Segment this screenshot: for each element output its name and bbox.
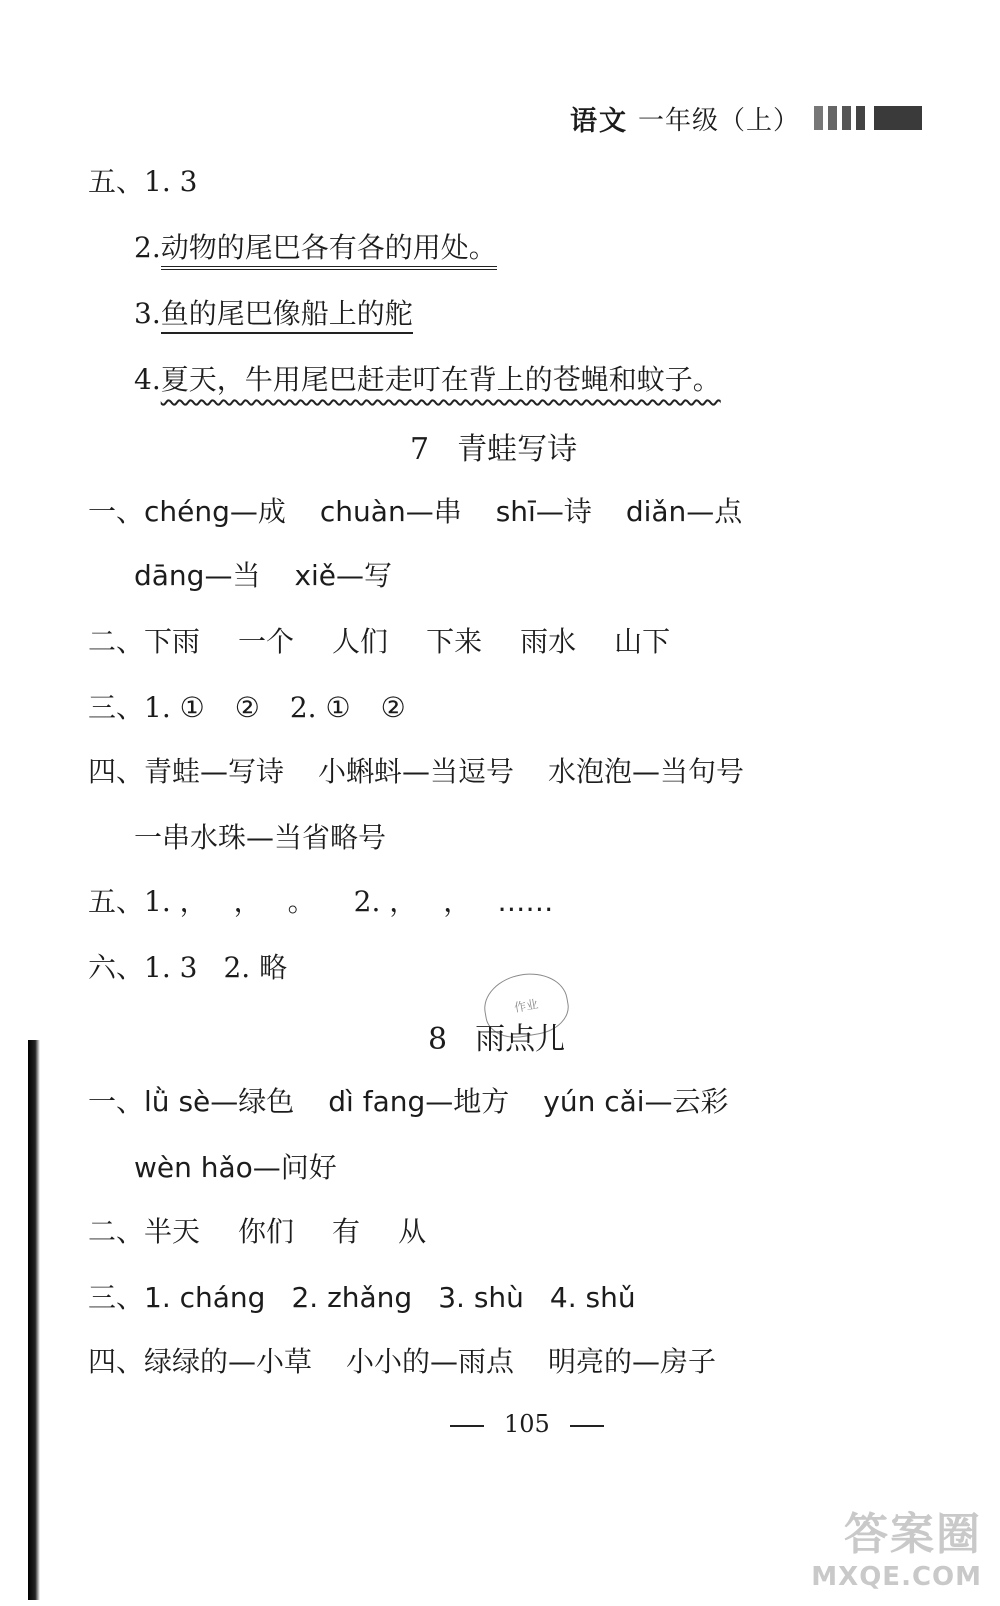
header-decoration <box>814 106 922 130</box>
lesson-name: 青蛙写诗 <box>457 432 578 467</box>
question-marker: 四、 <box>88 1345 145 1378</box>
answer-line <box>88 688 406 728</box>
question-marker: 五、 <box>88 165 145 198</box>
answer-item: 水泡泡—当句号 <box>548 755 745 788</box>
answer-item: 明亮的—房子 <box>548 1345 717 1378</box>
answer-line <box>88 622 670 662</box>
question-marker: 一、 <box>88 1085 145 1118</box>
page-left-edge <box>28 1040 40 1600</box>
question-marker: 三、 <box>88 1281 145 1314</box>
answer-line <box>88 1342 716 1382</box>
answer-item: xiě—写 <box>294 559 393 592</box>
answer-line <box>134 360 721 400</box>
answer-line <box>88 882 553 922</box>
answer-item: 半天 <box>144 1215 201 1248</box>
homework-stamp: 作业 <box>479 967 572 1043</box>
answer-item: chuàn—串 <box>319 495 462 528</box>
answer-item: ② <box>234 691 260 724</box>
answer-item: 2. ， <box>353 885 418 918</box>
answer-item: 人们 <box>332 625 389 658</box>
answer-line <box>88 1278 636 1318</box>
answer-text-underlined: 动物的尾巴各有各的用处。 <box>161 231 497 270</box>
lesson-number: 8 <box>428 1022 448 1057</box>
answer-line <box>134 556 392 596</box>
answer-item: yún cǎi—云彩 <box>543 1085 729 1118</box>
item-number: 3. <box>134 297 161 330</box>
answer-item: dāng—当 <box>134 559 261 592</box>
answer-item: 3. shù <box>438 1281 524 1314</box>
answer-item: 下来 <box>426 625 483 658</box>
answer-line <box>88 752 744 792</box>
answer-item: 从 <box>398 1215 427 1248</box>
answer-line <box>134 1148 337 1188</box>
item-number: 4. <box>134 363 161 396</box>
answer-item: 下雨 <box>144 625 201 658</box>
header-grade: 一年级（上） <box>638 105 801 136</box>
site-watermark <box>811 1498 982 1592</box>
lesson-number: 7 <box>410 432 430 467</box>
answer-item: diǎn—点 <box>625 495 743 528</box>
answer-item: wèn hǎo—问好 <box>134 1151 337 1184</box>
answer-line <box>134 294 413 334</box>
watermark-line2: MXQE.COM <box>811 1562 982 1592</box>
answer-text-underlined: 鱼的尾巴像船上的舵 <box>161 297 413 334</box>
answer-item: 1. 3 <box>144 165 198 198</box>
page-number: 105 <box>430 1410 624 1438</box>
answer-item: shī—诗 <box>495 495 592 528</box>
question-marker: 三、 <box>88 691 145 724</box>
answer-line <box>88 492 742 532</box>
lesson-title <box>428 1014 565 1058</box>
lesson-name: 雨点儿 <box>475 1022 566 1057</box>
answer-line <box>134 818 386 858</box>
question-marker: 二、 <box>88 625 145 658</box>
answer-item: 。 <box>287 885 316 918</box>
watermark-line1: 答案圈 <box>844 1509 982 1560</box>
question-marker: 二、 <box>88 1215 145 1248</box>
answer-item: ② <box>380 691 406 724</box>
answer-item: 4. shǔ <box>549 1281 636 1314</box>
answer-line <box>88 1212 426 1252</box>
answer-item: 2. zhǎng <box>291 1281 413 1314</box>
question-marker: 六、 <box>88 951 145 984</box>
answer-item: 2. ① <box>289 691 351 724</box>
item-number: 2. <box>134 231 161 264</box>
lesson-title <box>410 424 577 468</box>
answer-item: 青蛙—写诗 <box>144 755 285 788</box>
answer-item: …… <box>497 885 554 918</box>
answer-item: 小蝌蚪—当逗号 <box>318 755 515 788</box>
answer-item: 绿绿的—小草 <box>144 1345 313 1378</box>
answer-line <box>88 162 197 202</box>
answer-item: 1. ， <box>144 885 208 918</box>
answer-item: 2. 略 <box>223 951 288 984</box>
answer-item: 有 <box>332 1215 361 1248</box>
answer-line <box>88 948 287 988</box>
answer-item: 小小的—雨点 <box>346 1345 515 1378</box>
answer-item: ， <box>443 885 472 918</box>
answer-item: 1. cháng <box>144 1281 266 1314</box>
question-marker: 四、 <box>88 755 145 788</box>
header-subject: 语文 <box>570 105 628 137</box>
answer-item: chéng—成 <box>144 495 286 528</box>
question-marker: 五、 <box>88 885 145 918</box>
answer-item: 山下 <box>614 625 671 658</box>
answer-item: 雨水 <box>520 625 577 658</box>
answer-item: 一串水珠—当省略号 <box>134 821 387 854</box>
answer-item: lǜ sè—绿色 <box>144 1085 295 1118</box>
answer-text-wavy: 夏天，牛用尾巴赶走叮在背上的苍蝇和蚊子。 <box>160 363 721 396</box>
answer-item: 你们 <box>238 1215 295 1248</box>
question-marker: 一、 <box>88 495 145 528</box>
answer-item: 一个 <box>238 625 295 658</box>
answer-line <box>134 228 497 268</box>
answer-item: 1. ① <box>144 691 205 724</box>
page-header <box>570 98 922 138</box>
answer-item: ， <box>233 885 262 918</box>
answer-item: 1. 3 <box>144 951 198 984</box>
answer-item: dì fang—地方 <box>328 1085 510 1118</box>
answer-line <box>88 1082 729 1122</box>
